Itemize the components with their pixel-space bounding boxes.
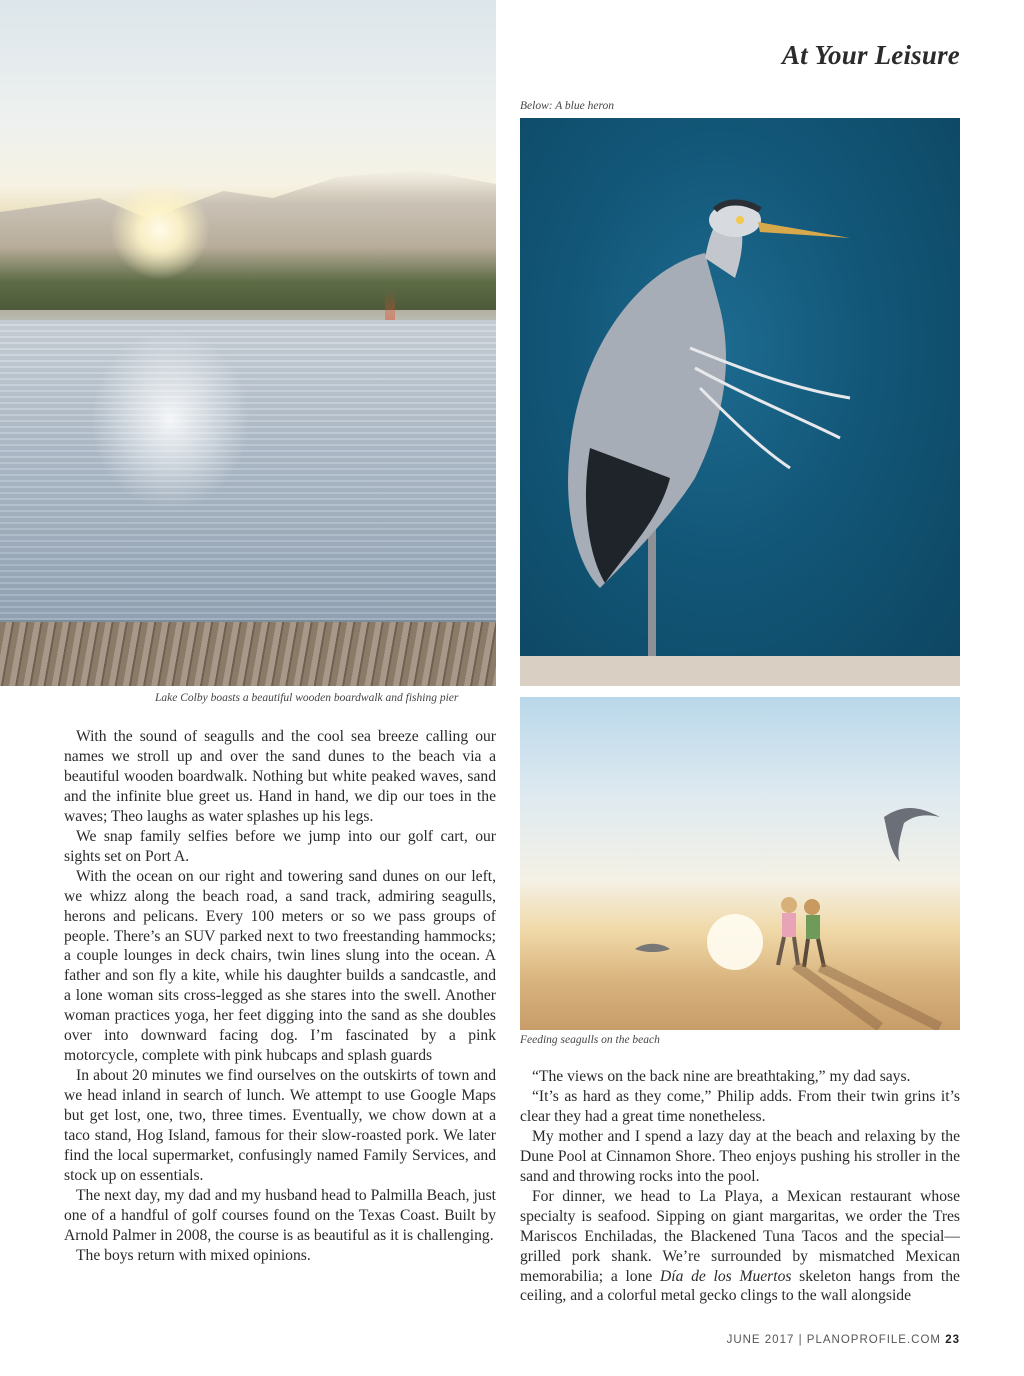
article-paragraph: [520, 1187, 960, 1307]
article-paragraph: My mother and I spend a lazy day at the beach and relaxing by the Dune Pool at Cinnamon Shore. Theo enjoys pushing his stroller in the sand and throwing rocks into the pool.: [520, 1127, 960, 1185]
article-paragraph: With the ocean on our right and towering sand dunes on our left, we whizz along the beach road, a sand track, admiring seagulls, herons and pelicans. Every 100 meters or so we pass groups of people. There’s an SUV parked next to two freestanding hammocks; a couple lounges in deck chairs, twin lines slung into the ocean. A father and son fly a kite, while his daughter builds a sandcastle, and a lone woman sits cross-legged as she stares into the swell. Another woman practices yoga, her feet digging into the sand as she doubles over into downward facing dog. I’m fascinated by a pink motorcycle, complete with pink hubcaps and splash guards: [64, 867, 496, 1065]
website-name: PLANOPROFILE.COM: [806, 1334, 941, 1346]
article-paragraph: The next day, my dad and my husband head to Palmilla Beach, just one of a handful of golf courses found on the Texas Coast. Built by Arnold Palmer in 2008, the course is as beautiful as it is challenging.: [64, 1186, 496, 1244]
text-segment: For dinner, we head to La Playa, a Mexican restaurant whose specialty is seafood. Sipping on giant margaritas, we order the Tres Mariscos Enchiladas, the Blackened Tuna Tacos and the special—grilled pork shank. We’re surrounded by mismatched Mexican memorabilia; a lone: [520, 1187, 960, 1285]
article-paragraph: With the sound of seagulls and the cool sea breeze calling our names we stroll up and over the sand dunes to the beach via a beautiful wooden boardwalk. Nothing but white peaked waves, sand and the infinite blue greet us. Hand in hand, we dip our toes in the waves; Theo laughs as water splashes up his legs.: [64, 728, 496, 825]
article-paragraph: “The views on the back nine are breathtaking,” my dad says.: [532, 1068, 911, 1085]
page-number: 23: [945, 1334, 960, 1346]
page-folio: [727, 1334, 960, 1346]
article-paragraph: We snap family selfies before we jump into our golf cart, our sights set on Port A.: [64, 827, 496, 865]
article-paragraph: The boys return with mixed opinions.: [76, 1246, 311, 1264]
article-paragraph: “It’s as hard as they come,” Philip adds. From their twin grins it’s clear they had a great time nonetheless.: [520, 1087, 960, 1125]
text-segment: skeleton hangs from the ceiling, and a colorful metal gecko clings to the wall alongside: [520, 1267, 960, 1305]
section-title: At Your Leisure: [781, 40, 960, 70]
lake-colby-photo: [0, 0, 496, 686]
resort-buildings: [0, 170, 496, 310]
beach-seagulls-photo: [520, 697, 960, 1030]
beach-caption: Feeding seagulls on the beach: [520, 1034, 660, 1046]
sun-glow: [110, 180, 210, 280]
folio-separator: |: [798, 1334, 803, 1346]
article-paragraph: In about 20 minutes we find ourselves on the outskirts of town and we head inland in search of lunch. We attempt to use Google Maps but get lost, one, two, three times. Eventually, we chow down at a taco stand, Hog Island, famous for their slow-roasted pork. We later find the local supermarket, confusingly named Family Services, and stock up on essentials.: [64, 1067, 496, 1184]
issue-date: JUNE 2017: [726, 1334, 795, 1346]
wooden-boardwalk: [0, 622, 496, 686]
blue-heron-photo: [520, 118, 960, 686]
lake-caption: Lake Colby boasts a beautiful wooden boardwalk and fishing pier: [155, 692, 459, 704]
heron-illustration: [520, 118, 960, 686]
water-glare: [90, 330, 250, 510]
italic-phrase: Día de los Muertos: [660, 1267, 792, 1285]
article-right-column: [520, 1067, 960, 1306]
article-left-column: [64, 727, 496, 1266]
heron-caption: Below: A blue heron: [520, 100, 615, 112]
beach-illustration: [520, 697, 960, 1030]
